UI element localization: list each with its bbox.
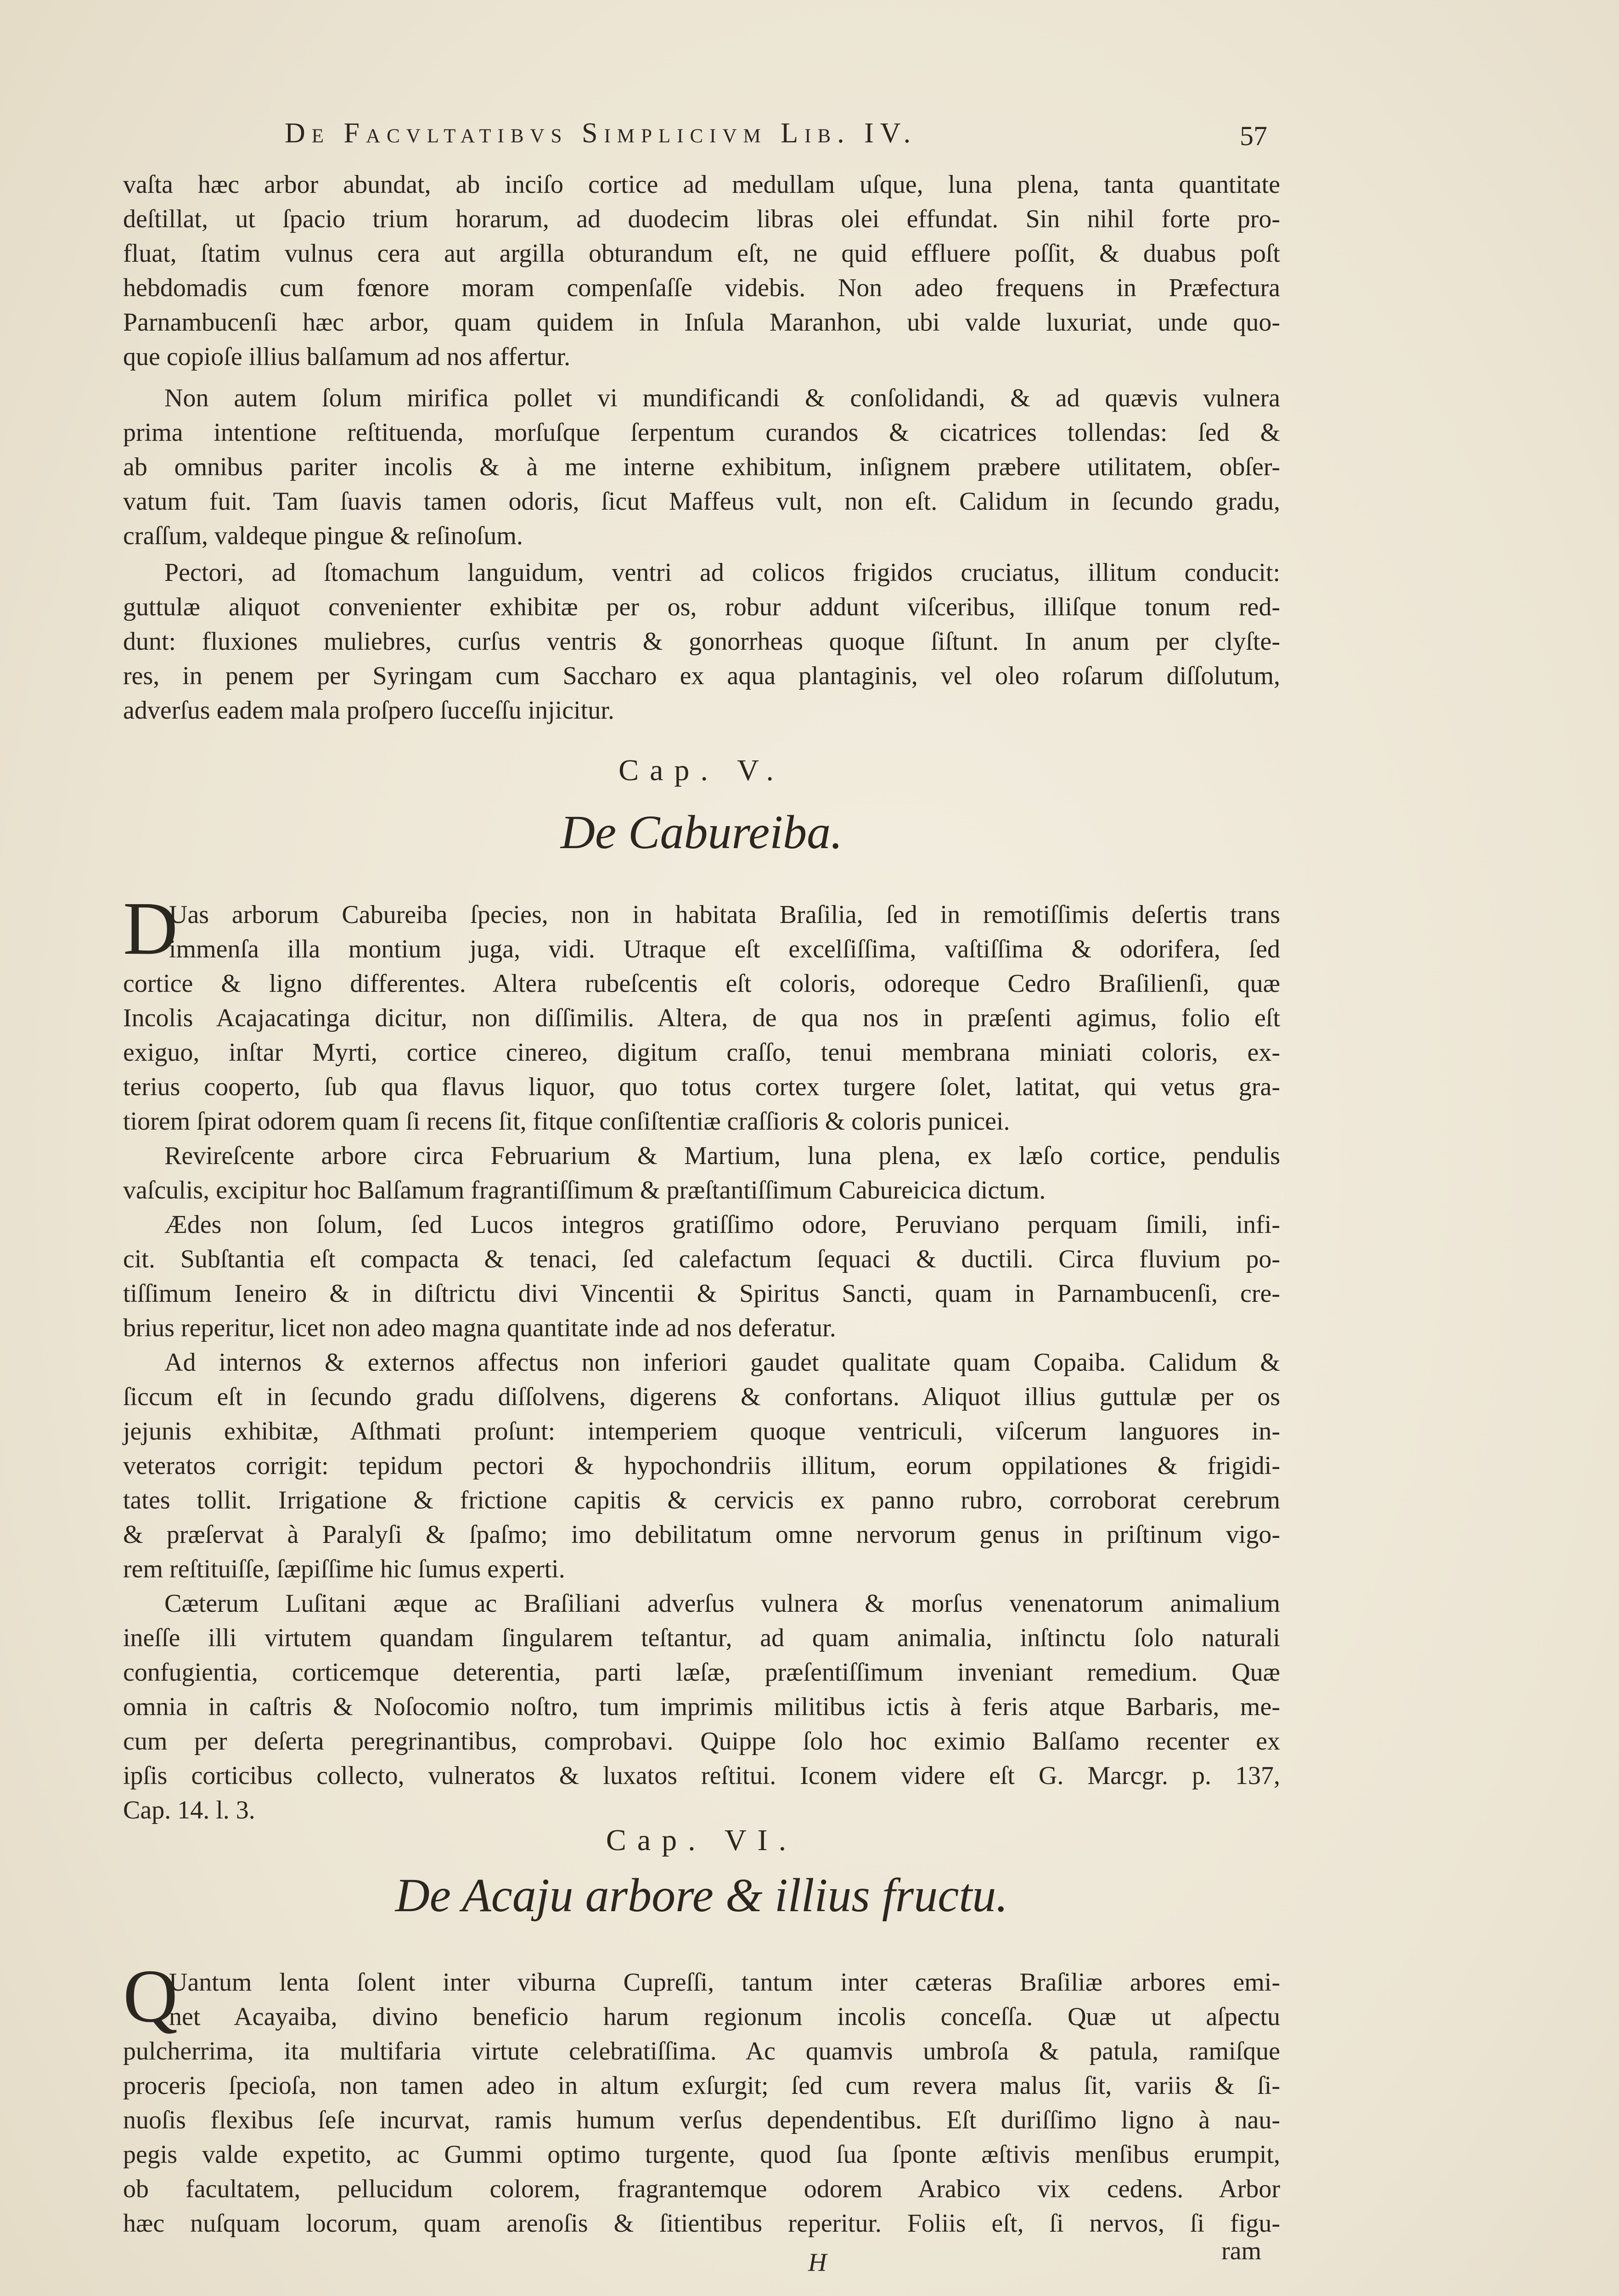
- chapter5-paragraph4: [123, 1345, 1280, 1587]
- text-line: Ad internos & externos affectus non inferiori gaudet qualitate quam Copaiba. Calidum &: [164, 1348, 1280, 1377]
- text-line: & præſervat à Paralyſi & ſpaſmo; imo debilitatum omne nervorum genus in priſtinum vigo-: [123, 1520, 1280, 1549]
- text-line: vatum fuit. Tam ſuavis tamen odoris, ſicut Maffeus vult, non eſt. Calidum in ſecundo gradu,: [123, 487, 1280, 516]
- text-line: immenſa illa montium juga, vidi. Utraque eſt excelſiſſima, vaſtiſſima & odorifera, ſed: [169, 935, 1280, 963]
- text-line: Revireſcente arbore circa Februarium & Martium, luna plena, ex læſo cortice, pendulis: [164, 1142, 1280, 1170]
- text-line: que copioſe illius balſamum ad nos affertur.: [123, 343, 571, 371]
- chapter6-paragraph1: [123, 1954, 1280, 2241]
- text-line: hæc nuſquam locorum, quam arenoſis & ſitientibus reperitur. Foliis eſt, ſi nervos, ſi figu-: [123, 2209, 1280, 2238]
- chapter-number: Cap. VI.: [606, 1823, 798, 1857]
- text-line: Parnambucenſi hæc arbor, quam quidem in Inſula Maranhon, ubi valde luxuriat, unde quo-: [123, 308, 1280, 337]
- text-line: res, in penem per Syringam cum Saccharo ex aqua plantaginis, vel oleo roſarum diſſolutum,: [123, 662, 1280, 690]
- text-line: Incolis Acajacatinga dicitur, non diſſimilis. Altera, de qua nos in præſenti agimus, folio eſt: [123, 1004, 1280, 1032]
- text-line: vaſta hæc arbor abundat, ab inciſo cortice ad medullam uſque, luna plena, tanta quantitate: [123, 170, 1280, 199]
- text-line: veteratos corrigit: tepidum pectori & hypochondriis illitum, eorum oppilationes & frigidi-: [123, 1452, 1280, 1480]
- text-line: Cæterum Luſitani æque ac Braſiliani adverſus vulnera & morſus venenatorum animalium: [164, 1589, 1280, 1618]
- text-line: dunt: fluxiones muliebres, curſus ventris & gonorrheas quoque ſiſtunt. In anum per clyſte-: [123, 627, 1280, 656]
- text-line: jejunis exhibitæ, Aſthmati proſunt: intemperiem quoque ventriculi, viſcerum languores in-: [123, 1417, 1280, 1446]
- text-line: cortice & ligno differentes. Altera rubeſcentis eſt coloris, odoreque Cedro Braſilienſi, quæ: [123, 969, 1280, 998]
- text-line: confugientia, corticemque deterentia, parti læſæ, præſentiſſimum inveniant remedium. Quæ: [123, 1658, 1280, 1687]
- chapter-heading: [123, 753, 1280, 788]
- catchword: ram: [1221, 2237, 1262, 2265]
- text-line: Uantum lenta ſolent inter viburna Cupreſſi, tantum inter cæteras Braſiliæ arbores emi-: [169, 1968, 1280, 1997]
- text-line: craſſum, valdeque pingue & reſinoſum.: [123, 522, 523, 550]
- chapter5-paragraph1: [123, 886, 1280, 1139]
- text-line: pulcherrima, ita multifaria virtute celebratiſſima. Ac quamvis umbroſa & patula, ramiſque: [123, 2037, 1280, 2065]
- chapter5-paragraph3: [123, 1208, 1280, 1345]
- text-line: Pectori, ad ſtomachum languidum, ventri ad colicos frigidos cruciatus, illitum conducit:: [164, 558, 1280, 587]
- text-line: exiguo, inſtar Myrti, cortice cinereo, digitum craſſo, tenui membrana miniati coloris, ex-: [123, 1038, 1280, 1067]
- text-line: tiſſimum Ieneiro & in diſtrictu divi Vincentii & Spiritus Sancti, quam in Parnambucenſi, cre-: [123, 1279, 1280, 1308]
- drop-capital: Q: [123, 1954, 178, 2038]
- text-line: Non autem ſolum mirifica pollet vi mundificandi & conſolidandi, & ad quævis vulnera: [164, 384, 1280, 412]
- text-line: omnia in caſtris & Noſocomio noſtro, tum imprimis militibus ictis à feris atque Barbaris, me-: [123, 1693, 1280, 1721]
- page-number: 57: [1240, 121, 1267, 151]
- chapter-title: De Acaju arbore & illius fructu.: [395, 1869, 1008, 1922]
- text-line: ab omnibus pariter incolis & à me interne exhibitum, inſignem præbere utilitatem, obſer-: [123, 453, 1280, 481]
- text-line: ineſſe illi virtutem quandam ſingularem teſtantur, ad quam animalia, inſtinctu ſolo naturali: [123, 1624, 1280, 1652]
- text-line: adverſus eadem mala proſpero ſucceſſu injicitur.: [123, 696, 614, 725]
- text-line: Ædes non ſolum, ſed Lucos integros gratiſſimo odore, Peruviano perquam ſimili, infi-: [164, 1210, 1280, 1239]
- paragraph-uses: [123, 556, 1280, 728]
- text-line: deſtillat, ut ſpacio trium horarum, ad duodecim libras olei effundat. Sin nihil forte pro-: [123, 205, 1280, 233]
- chapter5-paragraph5: [123, 1587, 1280, 1828]
- chapter-heading: [123, 1823, 1280, 1857]
- signature-mark: H: [808, 2248, 827, 2277]
- text-line: brius reperitur, licet non adeo magna quantitate inde ad nos deferatur.: [123, 1314, 836, 1342]
- chapter-title-block: [123, 1869, 1280, 1922]
- drop-capital: D: [123, 886, 178, 970]
- text-line: net Acayaiba, divino beneficio harum regionum incolis conceſſa. Quæ ut aſpectu: [169, 2003, 1280, 2031]
- chapter-number: Cap. V.: [618, 754, 785, 787]
- text-line: tiorem ſpirat odorem quam ſi recens ſit, fitque conſiſtentiæ craſſioris & coloris punicei.: [123, 1107, 1010, 1136]
- text-line: tates tollit. Irrigatione & frictione capitis & cervicis ex panno rubro, corroborat cerebrum: [123, 1486, 1280, 1514]
- text-line: Cap. 14. l. 3.: [123, 1796, 255, 1824]
- text-line: Uas arborum Cabureiba ſpecies, non in habitata Braſilia, ſed in remotiſſimis deſertis trans: [169, 900, 1280, 929]
- text-line: cit. Subſtantia eſt compacta & tenaci, ſed calefactum ſequaci & ductili. Circa fluvium po-: [123, 1245, 1280, 1273]
- chapter-title: De Cabureiba.: [560, 806, 843, 859]
- text-line: fluat, ſtatim vulnus cera aut argilla obturandum eſt, ne quid effluere poſſit, & duabus poſt: [123, 239, 1280, 268]
- text-line: guttulæ aliquot convenienter exhibitæ per os, robur addunt viſceribus, illiſque tonum red-: [123, 593, 1280, 621]
- text-line: ipſis corticibus collecto, vulneratos & luxatos reſtitui. Iconem videre eſt G. Marcgr. p. 137,: [123, 1761, 1280, 1790]
- text-line: vaſculis, excipitur hoc Balſamum fragrantiſſimum & præſtantiſſimum Cabureicica dictum.: [123, 1176, 1046, 1204]
- text-line: ſiccum eſt in ſecundo gradu diſſolvens, digerens & confortans. Aliquot illius guttulæ per os: [123, 1383, 1280, 1411]
- chapter5-paragraph2: [123, 1139, 1280, 1208]
- dropcap-wrapper: [123, 1954, 1280, 2038]
- text-line: cum per deſerta peregrinantibus, comprobavi. Quippe ſolo hoc eximio Balſamo recenter ex: [123, 1727, 1280, 1756]
- text-line: prima intentione reſtituenda, morſuſque ſerpentum curandos & cicatrices tollendas: ſed &: [123, 418, 1280, 447]
- text-line: rem reſtituiſſe, ſæpiſſime hic ſumus experti.: [123, 1555, 565, 1583]
- text-line: ob facultatem, pellucidum colorem, fragrantemque odorem Arabico vix cedens. Arbor: [123, 2175, 1280, 2203]
- dropcap-wrapper: [123, 886, 1280, 970]
- text-line: proceris ſpecioſa, non tamen adeo in altum exſurgit; ſed cum revera malus ſit, variis & ſi-: [123, 2071, 1280, 2100]
- paragraph-virtues: [123, 381, 1280, 553]
- text-line: pegis valde expetito, ac Gummi optimo turgente, quod ſua ſponte æſtivis menſibus erumpit,: [123, 2140, 1280, 2169]
- text-line: nuoſis flexibus ſeſe incurvat, ramis humum verſus dependentibus. Eſt duriſſimo ligno à nau-: [123, 2106, 1280, 2134]
- continuation-paragraph: [123, 168, 1280, 374]
- text-line: hebdomadis cum fœnore moram compenſaſſe videbis. Non adeo frequens in Præfectura: [123, 274, 1280, 302]
- text-line: terius cooperto, ſub qua flavus liquor, quo totus cortex turgere ſolet, latitat, qui vetus gra-: [123, 1073, 1280, 1101]
- running-head: De Facvltatibvs Simplicivm Lib. IV.: [285, 118, 917, 149]
- chapter-title-block: [123, 806, 1280, 859]
